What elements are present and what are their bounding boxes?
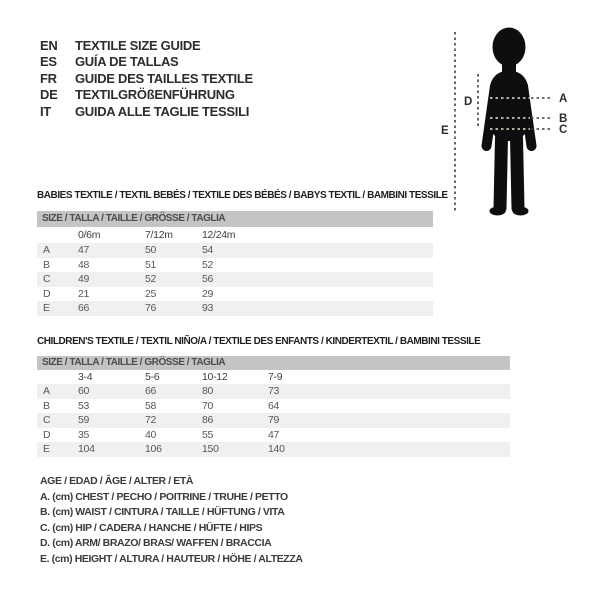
cell-value: 51 — [145, 258, 157, 271]
cell-value: 52 — [145, 273, 157, 285]
cell-value: 25 — [145, 287, 157, 300]
legend-item-chest: A. (cm) CHEST / PECHO / POITRINE / TRUHE / PETTO — [40, 490, 288, 503]
row-label: E — [43, 443, 50, 455]
language-row — [40, 54, 253, 70]
language-code: FR — [40, 70, 57, 86]
language-title: TEXTILE SIZE GUIDE — [75, 38, 201, 53]
cell-value: 47 — [78, 244, 90, 256]
row-label: E — [43, 302, 50, 314]
cell-value: 54 — [202, 244, 214, 256]
column-header: 7/12m — [145, 229, 173, 241]
column-header: 0/6m — [78, 229, 101, 241]
legend-item-height: E. (cm) HEIGHT / ALTURA / HAUTEUR / HÖHE / ALTEZZA — [40, 552, 303, 565]
cell-value: 66 — [78, 302, 90, 314]
language-row — [40, 87, 253, 103]
table-row — [37, 384, 510, 399]
row-label: B — [43, 399, 50, 412]
language-title: GUIDE DES TAILLES TEXTILE — [75, 70, 253, 86]
cell-value: 58 — [145, 399, 157, 412]
cell-value: 93 — [202, 302, 214, 314]
row-label: C — [43, 414, 51, 426]
cell-value: 60 — [78, 385, 90, 397]
language-row — [40, 104, 253, 120]
cell-value: 70 — [202, 399, 214, 412]
legend-item-hip: C. (cm) HIP / CADERA / HANCHE / HÜFTE / HIPS — [40, 521, 263, 534]
cell-value: 48 — [78, 258, 90, 271]
cell-value: 80 — [202, 385, 214, 397]
cell-value: 47 — [268, 428, 280, 441]
language-code: IT — [40, 103, 51, 119]
language-title: TEXTILGRÖßENFÜHRUNG — [75, 87, 235, 103]
size-header-bar: SIZE / TALLA / TAILLE / GRÖSSE / TAGLIA — [37, 211, 433, 227]
language-code: EN — [40, 38, 58, 53]
language-code: ES — [40, 54, 57, 70]
cell-value: 40 — [145, 428, 157, 441]
cell-value: 53 — [78, 399, 90, 412]
babies-section-title: BABIES TEXTILE / TEXTIL BEBÉS / TEXTILE DES BÉBÉS / BABYS TEXTIL / BAMBINI TESSILE — [37, 190, 448, 201]
column-header-row — [37, 370, 510, 385]
language-title: GUÍA DE TALLAS — [75, 54, 179, 70]
cell-value: 29 — [202, 287, 214, 300]
label-B: B — [559, 113, 568, 125]
cell-value: 55 — [202, 428, 214, 441]
size-header-bar: SIZE / TALLA / TAILLE / GRÖSSE / TAGLIA — [37, 356, 510, 370]
column-header: 5-6 — [145, 371, 160, 383]
language-row — [40, 38, 253, 54]
cell-value: 52 — [202, 258, 214, 271]
legend-age-line: AGE / EDAD / ÂGE / ALTER / ETÀ — [40, 475, 194, 487]
cell-value: 21 — [78, 287, 90, 300]
cell-value: 49 — [78, 273, 90, 285]
row-label: B — [43, 258, 50, 271]
babies-size-table — [37, 211, 433, 316]
row-label: A — [43, 244, 50, 256]
measurement-legend — [40, 474, 303, 568]
table-row — [37, 413, 510, 428]
column-header-row — [37, 228, 433, 243]
legend-item-waist: B. (cm) WAIST / CINTURA / TAILLE / HÜFTUNG / VITA — [40, 506, 285, 519]
table-row — [37, 301, 433, 316]
table-row — [37, 428, 510, 443]
column-header: 7-9 — [268, 371, 283, 383]
children-size-table — [37, 356, 510, 457]
cell-value: 35 — [78, 428, 90, 441]
row-label: D — [43, 287, 51, 300]
cell-value: 106 — [145, 443, 162, 455]
label-D: D — [464, 96, 473, 108]
row-label: D — [43, 428, 51, 441]
table-row — [37, 287, 433, 302]
language-row — [40, 71, 253, 87]
children-section-title: CHILDREN'S TEXTILE / TEXTIL NIÑO/A / TEXTILE DES ENFANTS / KINDERTEXTIL / BAMBINI TESSILE — [37, 336, 481, 347]
column-header: 3-4 — [78, 371, 93, 383]
table-row — [37, 258, 433, 273]
column-header: 10-12 — [202, 371, 228, 383]
cell-value: 73 — [268, 385, 280, 397]
language-code: DE — [40, 87, 58, 103]
cell-value: 50 — [145, 244, 157, 256]
cell-value: 104 — [78, 443, 95, 455]
table-row — [37, 399, 510, 414]
child-measurement-diagram — [440, 10, 600, 220]
label-A: A — [559, 93, 568, 105]
cell-value: 64 — [268, 399, 280, 412]
language-title: GUIDA ALLE TAGLIE TESSILI — [75, 103, 250, 119]
cell-value: 86 — [202, 414, 214, 426]
cell-value: 72 — [145, 414, 157, 426]
cell-value: 59 — [78, 414, 90, 426]
row-label: C — [43, 273, 51, 285]
cell-value: 150 — [202, 443, 219, 455]
child-silhouette-icon — [440, 10, 600, 220]
cell-value: 79 — [268, 414, 280, 426]
row-label: A — [43, 385, 50, 397]
language-list — [40, 38, 253, 120]
cell-value: 76 — [145, 302, 157, 314]
cell-value: 56 — [202, 273, 214, 285]
table-row — [37, 442, 510, 457]
label-E: E — [441, 125, 449, 137]
label-C: C — [559, 124, 568, 136]
legend-item-arm: D. (cm) ARM/ BRAZO/ BRAS/ WAFFEN / BRACCIA — [40, 537, 272, 550]
column-header: 12/24m — [202, 229, 236, 241]
table-row — [37, 243, 433, 258]
cell-value: 140 — [268, 443, 285, 455]
cell-value: 66 — [145, 385, 157, 397]
table-row — [37, 272, 433, 287]
